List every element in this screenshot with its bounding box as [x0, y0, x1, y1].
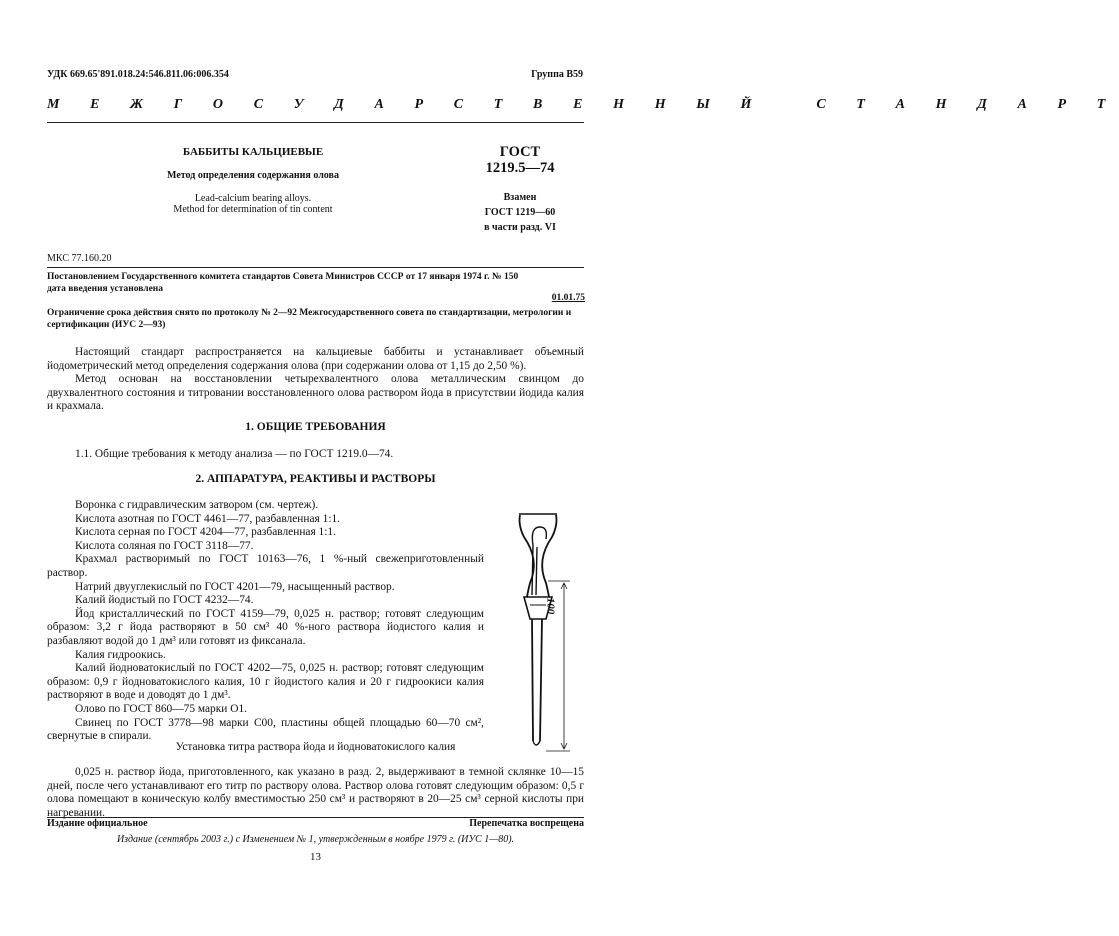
reagent-item: Свинец по ГОСТ 3778—98 марки С00, пластины общей площадью 60—70 см², свернутые в спирали.: [47, 716, 484, 743]
document-subtitle: Метод определения содержания олова: [167, 170, 339, 181]
titer-heading: Установка титра раствора йода и йодноватокислого калия: [175, 741, 456, 753]
page-number: 13: [310, 851, 321, 863]
gost-label: ГОСТ: [499, 144, 541, 160]
introduction-date: 01.01.75: [551, 293, 585, 303]
title-block: [112, 146, 394, 215]
replaces-section: в части разд. VI: [484, 222, 556, 233]
drawing-dimension-label: 100: [544, 597, 557, 615]
section-1-paragraph: 1.1. Общие требования к методу анализа — по ГОСТ 1219.0—74.: [75, 448, 394, 460]
reagent-item: Калий йодистый по ГОСТ 4232—74.: [75, 594, 254, 607]
reagent-item: Йод кристаллический по ГОСТ 4159—79, 0,025 н. раствор; готовят следующим образом: 3,2 г йода растворяют в 50 см³ 40 %-ного раствора йодистого калия и разбавляют водой до 1 дм³ или готовят из фиксанала.: [47, 607, 484, 647]
hydraulic-funnel-drawing: [500, 505, 590, 755]
english-title-line-2: Method for determination of tin content: [173, 204, 333, 215]
mks-divider: [47, 267, 584, 268]
limitation-note: Ограничение срока действия снято по протоколу № 2—92 Межгосударственного совета по стандартизации, метрологии и сертификации (ИУС 2—93): [47, 308, 572, 330]
reagent-item: Кислота азотная по ГОСТ 4461—77, разбавленная 1:1.: [75, 512, 341, 525]
document-title: БАББИТЫ КАЛЬЦИЕВЫЕ: [182, 146, 324, 158]
reagent-item: Натрий двууглекислый по ГОСТ 4201—79, насыщенный раствор.: [75, 580, 395, 593]
decree-line: Постановлением Государственного комитета стандартов Совета Министров СССР от 17 января 1974 г. № 150: [47, 272, 519, 282]
udk-code: УДК 669.65'891.018.24:546.811.06:006.354: [47, 69, 229, 80]
header-divider: [47, 122, 584, 123]
replaces-label: Взамен: [503, 192, 537, 203]
replaces-gost: ГОСТ 1219—60: [484, 207, 556, 218]
interstate-standard-banner: М Е Ж Г О С У Д А Р С Т В Е Н Н Ы Й С Т А Н Д А Р Т: [47, 97, 1119, 112]
reagent-list: [47, 499, 484, 744]
decree-date-label: дата введения установлена: [47, 284, 164, 294]
english-title-line-1: Lead-calcium bearing alloys.: [194, 193, 312, 204]
reagent-item: Калия гидроокись.: [75, 648, 166, 661]
mks-code: МКС 77.160.20: [47, 253, 112, 264]
method-paragraph: Метод основан на восстановлении четырехвалентного олова металлическим свинцом до двухвалентного состояния и титровании восстановленного олова раствором йода в присутствии йодида калия и крахмала.: [47, 373, 584, 413]
reagent-item: Олово по ГОСТ 860—75 марки О1.: [75, 702, 247, 715]
intro-text: [47, 346, 584, 414]
official-edition-label: Издание официальное: [47, 818, 148, 829]
reprint-notice: Перепечатка воспрещена: [469, 818, 584, 829]
reagent-item: Воронка с гидравлическим затвором (см. чертеж).: [75, 499, 319, 511]
reagent-item: Калий йодноватокислый по ГОСТ 4202—75, 0,025 н. раствор; готовят следующим образом: 0,9 г йодноватокислого калия, 10 г йодистого калия и 20 г гидроокиси калия растворяют в воде и доводят до 1 дм³.: [47, 662, 484, 702]
section-2-heading: 2. АППАРАТУРА, РЕАКТИВЫ И РАСТВОРЫ: [195, 473, 436, 485]
reagent-item: Крахмал растворимый по ГОСТ 10163—76, 1 %-ный свежеприготовленный раствор.: [47, 553, 484, 579]
intro-paragraph: Настоящий стандарт распространяется на кальциевые баббиты и устанавливает объемный йодометрический метод определения содержания олова (при содержании олова от 1,15 до 2,50 %).: [47, 346, 584, 372]
group-code: Группа В59: [531, 69, 583, 80]
gost-block: [440, 144, 600, 235]
section-1-heading: 1. ОБЩИЕ ТРЕБОВАНИЯ: [245, 421, 386, 433]
titer-paragraph: 0,025 н. раствор йода, приготовленного, как указано в разд. 2, выдерживают в темной склянке 10—15 дней, после чего устанавливают его титр по раствору олова. Раствор олова готовят следующим образом: 0,5 г олова помещают в коническую колбу вместимостью 250 см³ и растворяют в 20—25 см³ серной кислоты при нагревании.: [47, 766, 584, 819]
decree-block: [47, 271, 587, 295]
edition-note: Издание (сентябрь 2003 г.) с Изменением № 1, утвержденным в ноябре 1979 г. (ИУС 1—80).: [116, 834, 515, 845]
gost-number: 1219.5—74: [485, 160, 555, 176]
reagent-item: Кислота соляная по ГОСТ 3118—77.: [75, 539, 254, 552]
reagent-item: Кислота серная по ГОСТ 4204—77, разбавленная 1:1.: [75, 526, 336, 539]
